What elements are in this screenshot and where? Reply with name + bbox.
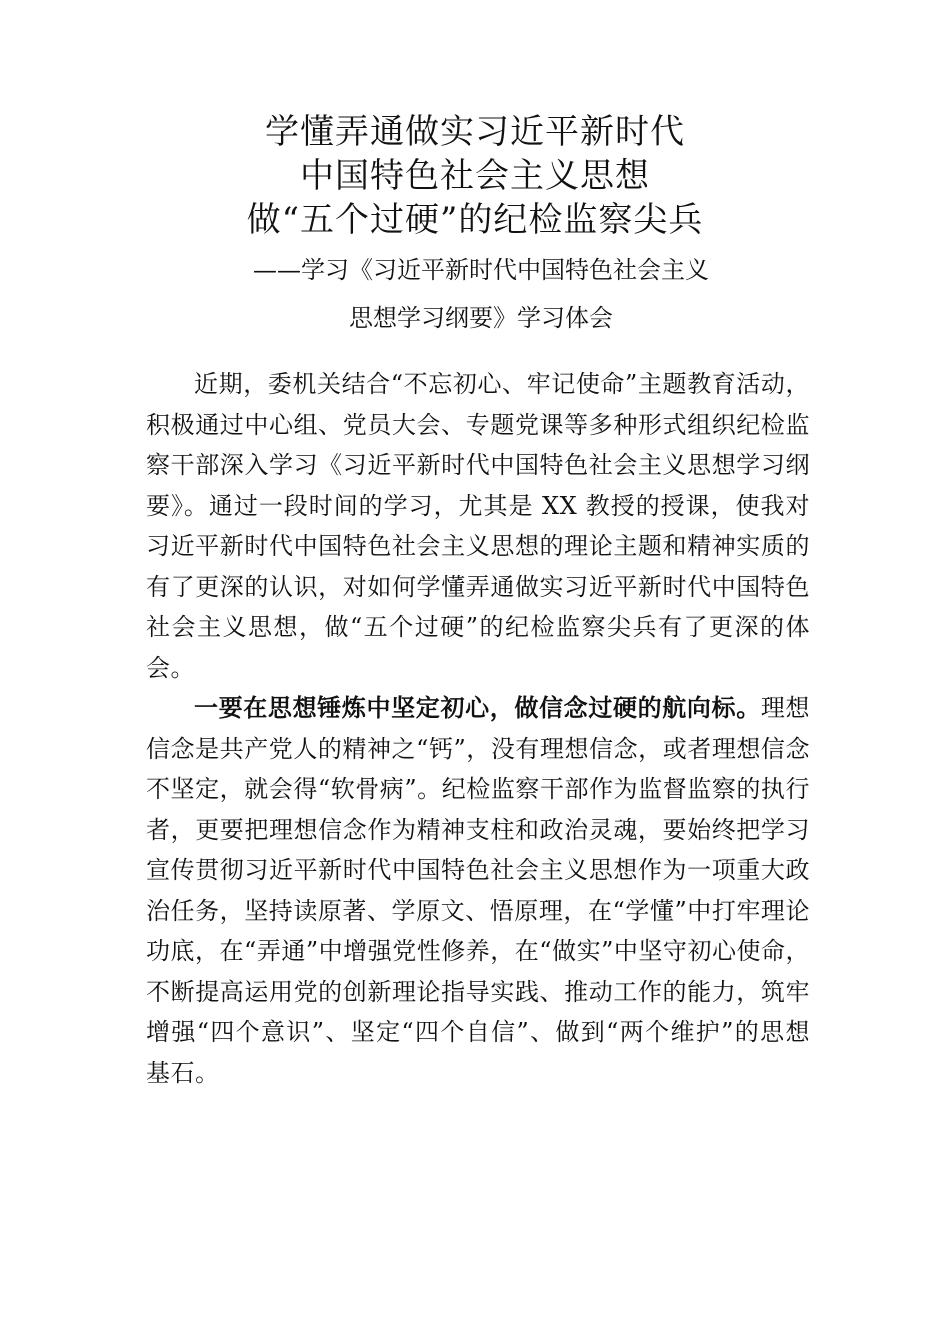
paragraph-lead: 一要在思想锤炼中坚定初心，做信念过硬的航向标。 — [194, 694, 761, 722]
subtitle-block — [0, 246, 950, 342]
paragraph-point-one — [146, 688, 810, 1093]
body-text — [146, 364, 810, 1093]
subtitle-line-1: ——学习《习近平新时代中国特色社会主义 — [253, 256, 709, 284]
paragraph-intro — [146, 364, 810, 688]
title-block — [0, 110, 950, 242]
subtitle-line-2: 思想学习纲要》学习体会 — [349, 304, 613, 332]
title-line-3: 做“五个过硬”的纪检监察尖兵 — [246, 200, 704, 240]
paragraph-text: 近期，委机关结合“不忘初心、牢记使命”主题教育活动，积极通过中心组、党员大会、专题党课等多种形式组织纪检监察干部深入学习《习近平新时代中国特色社会主义思想学习纲要》。通过一段时间的学习，尤其是 XX 教授的授课，使我对习近平新时代中国特色社会主义思想的理论主题和精神实质的有了更深的认识，对如何学懂弄通做实习近平新时代中国特色社会主义思想，做“五个过硬”的纪检监察尖兵有了更深的体会。 — [146, 370, 810, 682]
title-line-1: 学懂弄通做实习近平新时代 — [265, 112, 685, 152]
title-line-2: 中国特色社会主义思想 — [300, 156, 650, 196]
paragraph-text: 理想信念是共产党人的精神之“钙”，没有理想信念，或者理想信念不坚定，就会得“软骨病”。纪检监察干部作为监督监察的执行者，更要把理想信念作为精神支柱和政治灵魂，要始终把学习宣传贯彻习近平新时代中国特色社会主义思想作为一项重大政治任务，坚持读原著、学原文、悟原理，在“学懂”中打牢理论功底，在“弄通”中增强党性修养，在“做实”中坚守初心使命，不断提高运用党的创新理论指导实践、推动工作的能力，筑牢增强“四个意识”、坚定“四个自信”、做到“两个维护”的思想基石。 — [146, 694, 811, 1087]
